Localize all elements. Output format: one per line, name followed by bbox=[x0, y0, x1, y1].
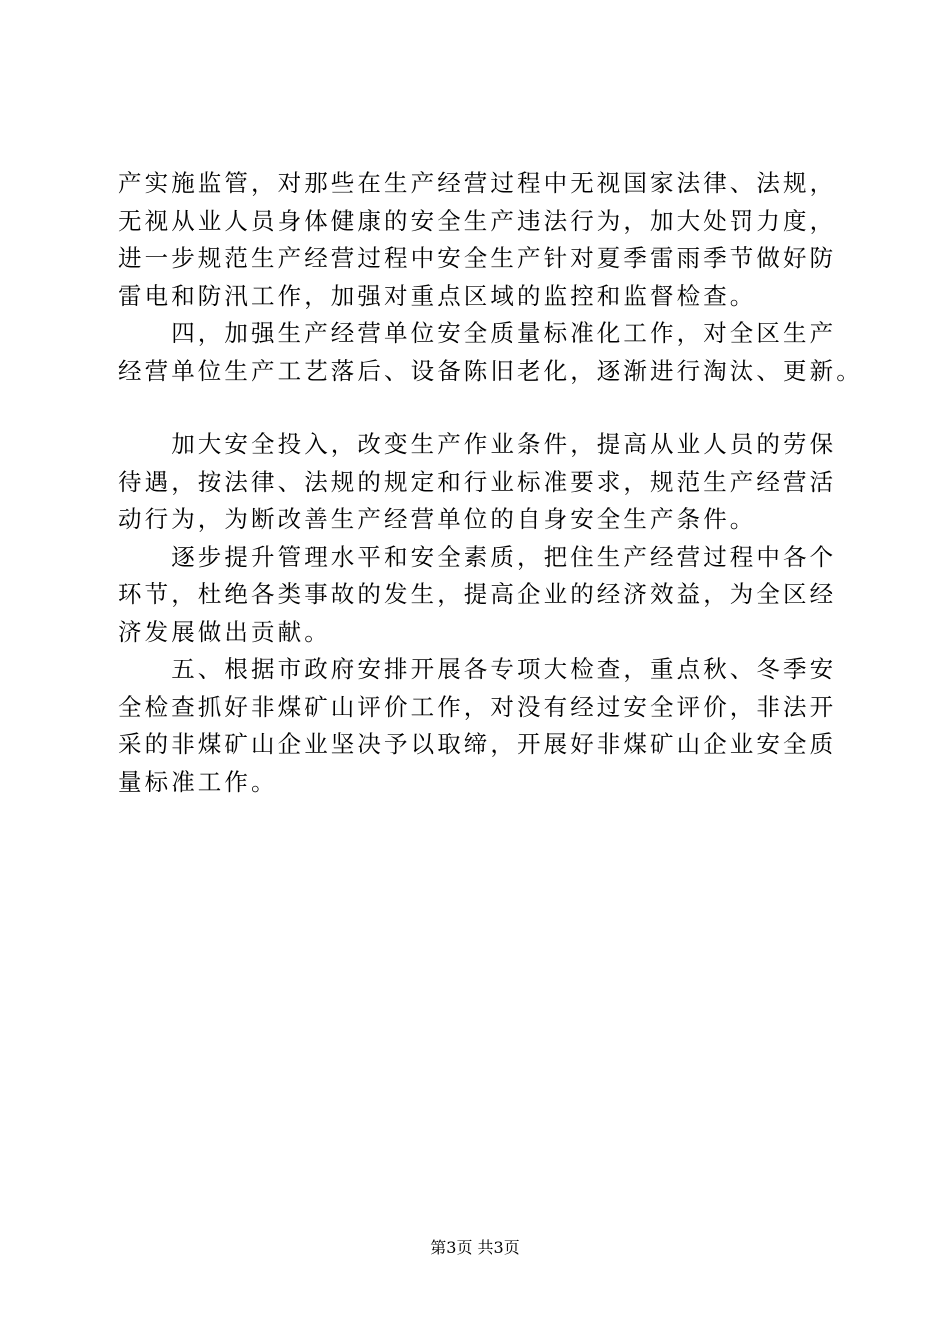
text-line: 采的非煤矿山企业坚决予以取缔，开展好非煤矿山企业安全质 bbox=[118, 730, 837, 758]
text-line: 四，加强生产经营单位安全质量标准化工作，对全区生产 bbox=[118, 319, 837, 347]
document-body bbox=[118, 165, 863, 801]
text-line: 全检查抓好非煤矿山评价工作，对没有经过安全评价，非法开 bbox=[118, 692, 837, 721]
text-line: 加大安全投入，改变生产作业条件，提高从业人员的劳保 bbox=[118, 430, 837, 458]
text-line: 待遇，按法律、法规的规定和行业标准要求，规范生产经营活 bbox=[118, 467, 837, 496]
text-line: 动行为，为断改善生产经营单位的自身安全生产条件。 bbox=[118, 505, 757, 533]
text-line: 济发展做出贡献。 bbox=[118, 617, 331, 646]
text-line: 经营单位生产工艺落后、设备陈旧老化，逐渐进行淘汰、更新。 bbox=[118, 356, 863, 385]
text-line: 环节，杜绝各类事故的发生，提高企业的经济效益，为全区经 bbox=[118, 580, 837, 608]
text-line: 产实施监管，对那些在生产经营过程中无视国家法律、法规， bbox=[118, 169, 837, 197]
text-line: 量标准工作。 bbox=[118, 767, 278, 796]
page-number-footer: 第3页 共3页 bbox=[430, 1238, 520, 1257]
text-line: 进一步规范生产经营过程中安全生产针对夏季雷雨季节做好防 bbox=[118, 244, 837, 272]
text-line: 五、根据市政府安排开展各专项大检查，重点秋、冬季安 bbox=[118, 655, 837, 683]
text-line: 无视从业人员身体健康的安全生产违法行为，加大处罚力度， bbox=[118, 206, 837, 235]
text-line: 逐步提升管理水平和安全素质，把住生产经营过程中各个 bbox=[118, 542, 837, 571]
text-line: 雷电和防汛工作，加强对重点区域的监控和监督检查。 bbox=[118, 281, 757, 310]
paragraph-gap bbox=[118, 390, 848, 426]
